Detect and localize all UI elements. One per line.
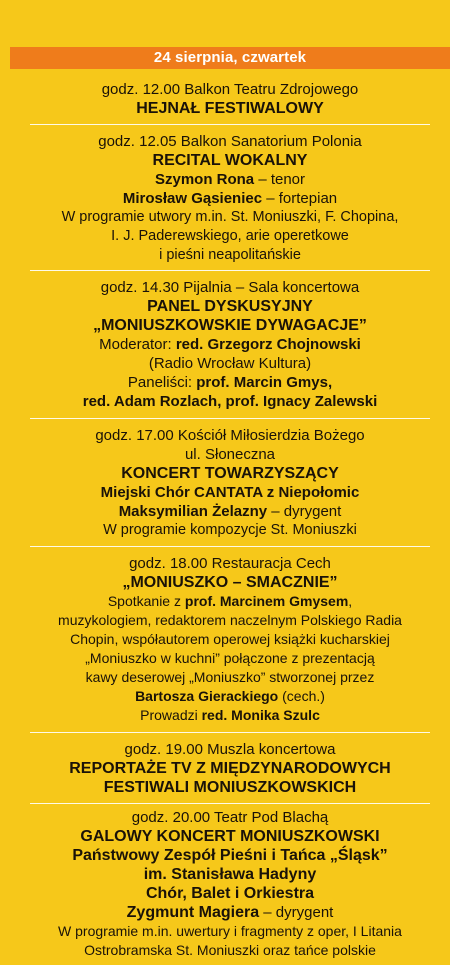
event-time-venue: godz. 20.00 Teatr Pod Blachą (131, 809, 329, 826)
event-street: ul. Słoneczna (184, 446, 276, 463)
event-galowy-koncert (10, 808, 450, 960)
program-line: I. J. Paderewskiego, arie operetkowe (111, 228, 349, 244)
moderator-label: Moderator: (99, 336, 176, 353)
event-koncert-towarzyszacy (10, 426, 450, 540)
program-line: W programie kompozycje St. Moniuszki (103, 522, 357, 538)
separator (30, 418, 430, 419)
event-panel (10, 278, 450, 411)
event-time-venue: godz. 17.00 Kościół Miłosierdzia Bożego (95, 427, 365, 444)
conductor-role: – dyrygent (259, 904, 334, 921)
event-title: KONCERT TOWARZYSZĄCY (121, 465, 339, 482)
description-line: muzykologiem, redaktorem naczelnym Polskiego Radia (58, 612, 402, 628)
event-title: REPORTAŻE TV Z MIĘDZYNARODOWYCH (69, 760, 391, 777)
chef-line (10, 687, 450, 706)
separator (30, 732, 430, 733)
program-line: W programie utwory m.in. St. Moniuszki, F. Chopina, (61, 209, 399, 225)
program-line: W programie m.in. uwertury i fragmenty z oper, I Litania (58, 923, 402, 939)
event-reportaze (10, 740, 450, 797)
date-header: 24 sierpnia, czwartek (10, 47, 450, 69)
event-title: „MONIUSZKO – SMACZNIE” (122, 574, 338, 591)
description-line (10, 592, 450, 611)
separator (30, 546, 430, 547)
program-line: Ostrobramska St. Moniuszki oraz tańce polskie (84, 942, 376, 958)
panelists-names: prof. Marcin Gmys, (196, 374, 333, 391)
event-time-venue: godz. 19.00 Muszla koncertowa (124, 741, 336, 758)
host-name: red. Monika Szulc (201, 707, 320, 723)
event-time-venue: godz. 12.05 Balkon Sanatorium Polonia (98, 133, 362, 150)
ensemble-name: Chór, Balet i Orkiestra (145, 885, 315, 902)
moderator-name: red. Grzegorz Chojnowski (175, 336, 361, 353)
panelists-line (10, 373, 450, 392)
text-fragment: , (348, 593, 353, 609)
event-title: GALOWY KONCERT MONIUSZKOWSKI (80, 828, 380, 845)
conductor-role: – dyrygent (267, 503, 342, 520)
text-fragment: Spotkanie z (107, 593, 185, 609)
event-time-venue: godz. 12.00 Balkon Teatru Zdrojowego (101, 81, 359, 98)
performer-role: – fortepian (262, 190, 338, 207)
event-subtitle: „MONIUSZKOWSKIE DYWAGACJE” (93, 317, 367, 334)
performer-role: – tenor (254, 171, 306, 188)
event-recital (10, 132, 450, 265)
performer-name: Szymon Rona (154, 171, 255, 188)
event-title: PANEL DYSKUSYJNY (147, 298, 313, 315)
performer-line (10, 170, 450, 189)
chef-suffix: (cech.) (278, 688, 325, 704)
program-line: i pieśni neapolitańskie (159, 247, 301, 263)
event-hejnal (10, 80, 450, 118)
separator (30, 124, 430, 125)
performer-name: Mirosław Gąsieniec (122, 190, 263, 207)
conductor-name: Zygmunt Magiera (126, 904, 260, 921)
event-time-venue: godz. 18.00 Restauracja Cech (129, 555, 331, 572)
conductor-name: Maksymilian Żelazny (118, 503, 268, 520)
separator (30, 270, 430, 271)
ensemble-name: im. Stanisława Hadyny (143, 866, 317, 883)
event-title: HEJNAŁ FESTIWALOWY (136, 100, 324, 117)
description-line: „Moniuszko w kuchni” połączone z prezentacją (85, 650, 375, 666)
ensemble-name: Państwowy Zespół Pieśni i Tańca „Śląsk” (72, 847, 388, 864)
performer-line (10, 189, 450, 208)
host-label: Prowadzi (140, 707, 202, 723)
event-time-venue: godz. 14.30 Pijalnia – Sala koncertowa (100, 279, 360, 296)
moderator-affiliation: (Radio Wrocław Kultura) (148, 355, 312, 372)
moderator-line (10, 335, 450, 354)
event-title: RECITAL WOKALNY (152, 152, 308, 169)
conductor-line (10, 502, 450, 521)
conductor-line (10, 903, 450, 922)
separator (30, 803, 430, 804)
event-moniuszko-smacznie (10, 554, 450, 725)
ensemble-name: Miejski Chór CANTATA z Niepołomic (100, 484, 360, 501)
panelists-names: red. Adam Rozlach, prof. Ignacy Zalewski (82, 393, 378, 410)
description-line: kawy deserowej „Moniuszko” stworzonej przez (85, 669, 375, 685)
guest-name: prof. Marcinem Gmysem (184, 593, 349, 609)
chef-name: Bartosza Gierackiego (135, 688, 279, 704)
event-title: FESTIWALI MONIUSZKOWSKICH (103, 779, 357, 796)
host-line (10, 706, 450, 725)
description-line: Chopin, współautorem operowej książki kucharskiej (70, 631, 390, 647)
panelists-label: Paneliści: (127, 374, 197, 391)
